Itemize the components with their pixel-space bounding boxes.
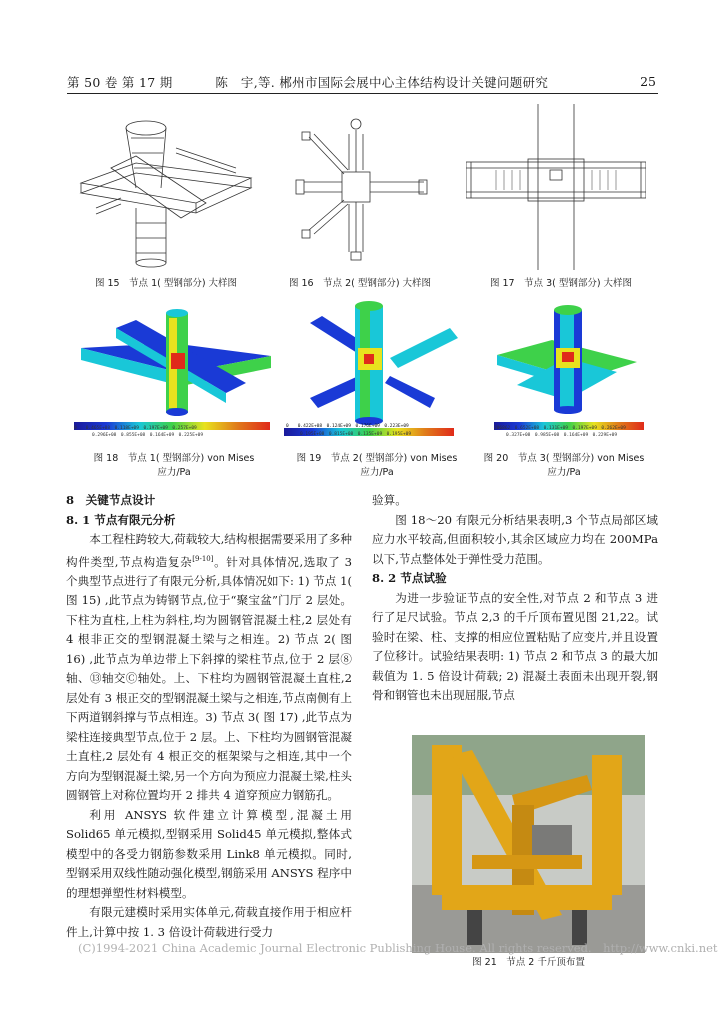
figure-15-drawing (76, 108, 256, 268)
paragraph-fea-results: 图 18～20 有限元分析结果表明,3 个节点局部区域应力水平较高,但面积较小,其余区域应力均在 200MPa 以下,节点整体处于弹性受力范围。 (372, 512, 658, 566)
figure-19-stress-plot (290, 298, 470, 426)
section-heading: 8 关键节点设计 (66, 493, 156, 507)
figure-19-colorbar-labels-bottom: 0.195E+08 0.815E+08 0.135E+09 0.195E+09 (300, 432, 412, 437)
figure-20-colorbar-labels-top: 206862 0.652E+08 0.131E+09 0.197E+09 0.262E+09 (494, 426, 626, 431)
figure-19-caption-line2: 应力/Pa (360, 467, 394, 478)
cnki-watermark: (C)1994-2021 China Academic Journal Electronic Publishing House. All rights reserved. http://www.cnki.net (78, 941, 718, 955)
figure-19-caption (282, 452, 472, 480)
subsection-heading-8-2: 8. 2 节点试验 (372, 571, 447, 585)
figure-20-caption-line1: 图 20 节点 3( 型钢部分) von Mises (483, 453, 645, 464)
figure-20-caption (474, 452, 654, 480)
figure-16-caption: 图 16 节点 2( 型钢部分) 大样图 (288, 278, 432, 289)
paragraph-node-analysis (66, 530, 352, 806)
left-column (66, 491, 352, 942)
figure-18-colorbar-labels-bottom: 0.296E+08 0.855E+08 0.164E+09 0.225E+09 (92, 433, 204, 438)
figure-21-photo (412, 735, 645, 953)
figure-15-caption: 图 15 节点 1( 型钢部分) 大样图 (94, 278, 238, 289)
figure-17-caption: 图 17 节点 3( 型钢部分) 大样图 (489, 278, 633, 289)
running-header (67, 73, 548, 91)
journal-volume: 第 50 卷 第 17 期 (67, 75, 173, 90)
figure-18-caption-line1: 图 18 节点 1( 型钢部分) von Mises (93, 453, 255, 464)
figure-20-stress-plot (492, 300, 642, 422)
paragraph-node-test: 为进一步验证节点的安全性,对节点 2 和节点 3 进行了足尺试验。节点 2,3 的千斤顶布置见图 21,22。试验时在梁、柱、支撑的相应位置粘贴了应变片,并且设置了位移计。试验结果表明: 1) 节点 2 和节点 3 的最大加载值为 1. 5 倍设计荷载; 2) 混凝土表面未出现开裂,钢骨和钢管也未出现屈服,节点 (372, 590, 658, 702)
header-authors: 陈 宇,等. (215, 75, 276, 90)
page-number: 25 (640, 74, 656, 89)
paragraph-ansys-model: 利用 ANSYS 软件建立计算模型,混凝土用 Solid65 单元模拟,型钢采用 Solid45 单元模拟,整体式模型中的各受力钢筋参数采用 Link8 单元模拟。同时,型钢采用双线性随动强化模型,钢筋采用 ANSYS 程序中的理想弹塑性材料模型。 (66, 807, 352, 900)
figure-21-caption: 图 21 节点 2 千斤顶布置 (472, 957, 585, 968)
figure-20-caption-line2: 应力/Pa (547, 467, 581, 478)
figure-18-caption (76, 452, 272, 480)
figure-19-caption-line1: 图 19 节点 2( 型钢部分) von Mises (296, 453, 458, 464)
header-title: 郴州市国际会展中心主体结构设计关键问题研究 (279, 75, 549, 90)
figure-18-stress-plot (76, 298, 276, 420)
header-divider (67, 93, 658, 94)
figure-20-colorbar-labels-bottom: 0.327E+08 0.985E+08 0.164E+09 0.229E+09 (506, 433, 618, 438)
citation-ref: [9-10] (192, 554, 214, 563)
right-column (372, 491, 658, 706)
figure-17-drawing (466, 104, 646, 270)
figure-18-colorbar-labels-top: 0 0.465E+08 0.118E+09 0.197E+09 0.257E+09 (74, 426, 197, 431)
paragraph-node-analysis-a: 本工程柱跨较大,荷载较大,结构根据需要采用了多种构件类型,节点构造复杂 (66, 532, 352, 569)
paragraph-fem-loading: 有限元建模时采用实体单元,荷载直接作用于相应杆件上,计算中按 1. 3 倍设计荷载进行受力 (66, 905, 352, 939)
subsection-heading-8-1: 8. 1 节点有限元分析 (66, 512, 176, 527)
paragraph-check: 验算。 (372, 493, 407, 507)
figure-19-colorbar-labels-top: 0 0.422E+08 0.124E+09 0.176E+09 0.223E+09 (286, 424, 409, 429)
figure-16-drawing (294, 112, 434, 262)
figure-18-caption-line2: 应力/Pa (157, 467, 191, 478)
paragraph-node-analysis-b: 。针对具体情况,选取了 3 个典型节点进行了有限元分析,具体情况如下: 1) 节点 1( 图 15) ,此节点为铸钢节点,位于“聚宝盆”门厅 2 层处。下柱为直柱,上柱为斜柱,均为圆钢管混凝土柱,2 层处有 4 根非正交的型钢混凝土梁与之相连。2) 节点 2( 图 16) ,此节点为单边带上下斜撑的梁柱节点,位于 2 层⑧轴、⑬轴交Ⓒ轴处。上、下柱均为圆钢管混凝土直柱,2 层处有 3 根正交的型钢混凝土梁与之相连,节点南侧有上下两道钢斜撑与节点相连。3) 节点 3( 图 17) ,此节点为梁柱连接典型节点,位于 2 层。上、下柱均为圆钢管混凝土直柱,2 层处有 4 根正交的框架梁与之相连,其中一个方向为型钢混凝土梁,另一个方向为预应力混凝土梁,柱头圆钢管上对称位置均开 2 排共 4 道穿预应力钢筋孔。 (66, 554, 352, 803)
